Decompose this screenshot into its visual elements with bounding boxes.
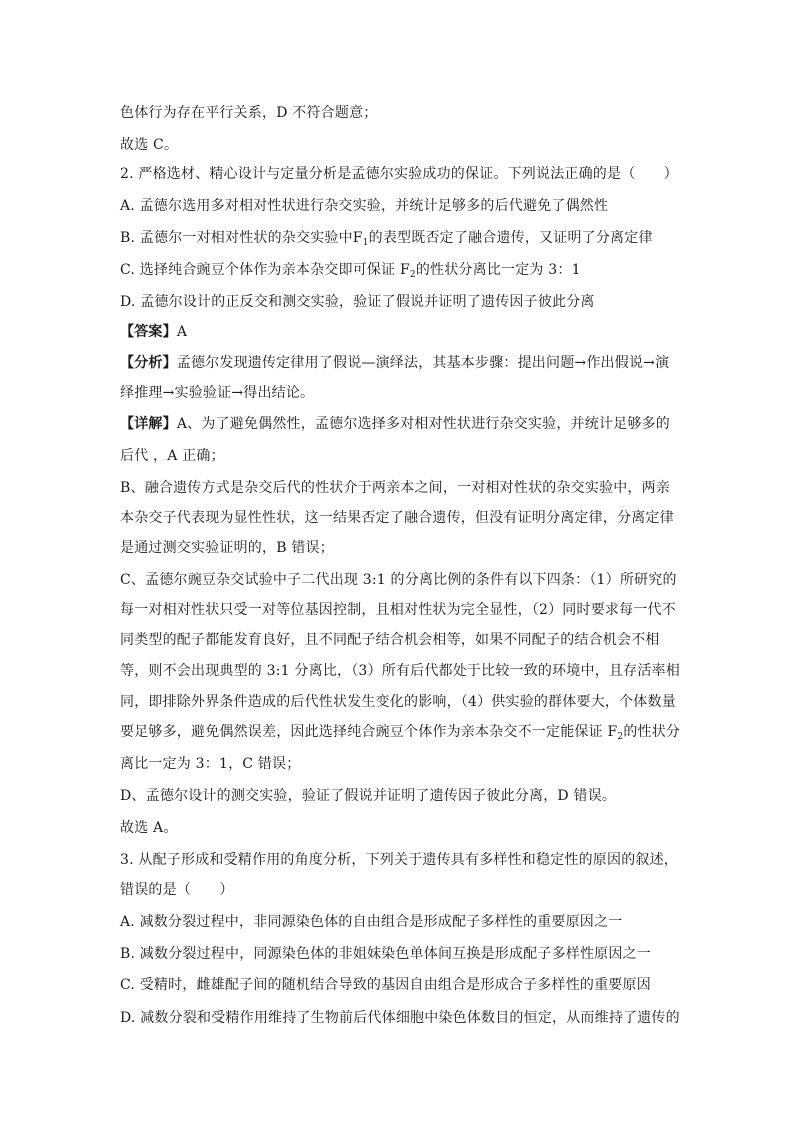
text-line: 绎推理→实验验证→得出结论。 bbox=[120, 385, 315, 401]
question-2-option-c: C. 选择纯合豌豆个体作为亲本杂交即可保证 $F_2$的性状分离比一定为 3：1 bbox=[120, 262, 581, 280]
text-line: 错误的是（ ） bbox=[120, 882, 234, 898]
question-2-option-d: D. 孟德尔设计的正反交和测交实验，验证了假说并证明了遗传因子彼此分离 bbox=[120, 294, 595, 310]
text-line: 要足够多，避免偶然误差，因此选择纯合豌豆个体作为亲本杂交不一定能保证 $F_2$的性状分 bbox=[120, 724, 681, 742]
detail-label: 【详解】 bbox=[120, 416, 177, 432]
answer-label: 【答案】 bbox=[120, 324, 177, 340]
question-3-option-c: C. 受精时，雌雄配子间的随机结合导致的基因自由组合是形成合子多样性的重要原因 bbox=[120, 977, 651, 993]
text-line: 是通过测交实验证明的，B 错误； bbox=[120, 540, 334, 556]
text-line: 后代 ，A 正确； bbox=[120, 448, 225, 464]
question-3-stem: 3. 从配子形成和受精作用的角度分析，下列关于遗传具有多样性和稳定性的原因的叙述， bbox=[120, 852, 679, 868]
text-line: 故选 A。 bbox=[120, 820, 178, 836]
analysis-line: 【分析】孟德尔发现遗传定律用了假说—演绎法，其基本步骤：提出问题→作出假说→演 bbox=[120, 355, 670, 371]
text-line: 离比一定为 3：1，C 错误； bbox=[120, 756, 301, 772]
question-3-option-a: A. 减数分裂过程中，非同源染色体的自由组合是形成配子多样性的重要原因之一 bbox=[120, 914, 623, 930]
question-3-option-d: D. 减数分裂和受精作用维持了生物前后代体细胞中染色体数目的恒定，从而维持了遗传的 bbox=[120, 1010, 680, 1026]
text-line: C、孟德尔豌豆杂交试验中子二代出现 3:1 的分离比例的条件有以下四条：（1）所研究的 bbox=[120, 572, 677, 588]
analysis-label: 【分析】 bbox=[120, 355, 177, 371]
text-line: 同类型的配子都能发育良好，且不同配子结合机会相等，如果不同配子的结合机会不相 bbox=[120, 632, 660, 648]
text-line: 每一对相对性状只受一对等位基因控制，且相对性状为完全显性，（2）同时要求每一代不 bbox=[120, 602, 676, 618]
text-line: 故选 C。 bbox=[120, 137, 179, 153]
detail-line: 【详解】A、为了避免偶然性，孟德尔选择多对相对性状进行杂交实验，并统计足够多的 bbox=[120, 416, 670, 432]
text-line: D、孟德尔设计的测交实验，验证了假说并证明了遗传因子彼此分离，D 错误。 bbox=[120, 788, 617, 804]
text-line: 同，即排除外界条件造成的后代性状发生变化的影响，（4）供实验的群体要大，个体数量 bbox=[120, 694, 676, 710]
question-3-option-b: B. 减数分裂过程中，同源染色体的非姐妹染色单体间互换是形成配子多样性原因之一 bbox=[120, 946, 651, 962]
text-line: B、融合遗传方式是杂交后代的性状介于两亲本之间，一对相对性状的杂交实验中，两亲 bbox=[120, 480, 671, 496]
question-2-stem: 2. 严格选材、精心设计与定量分析是孟德尔实验成功的保证。下列说法正确的是（ ） bbox=[120, 166, 679, 182]
text-line: 本杂交子代表现为显性性状，这一结果否定了融合遗传，但没有证明分离定律，分离定律 bbox=[120, 510, 674, 526]
answer-line: 【答案】A bbox=[120, 324, 188, 340]
text-line: 等，则不会出现典型的 3:1 分离比，（3）所有后代都处于比较一致的环境中，且存活率相 bbox=[120, 663, 680, 679]
question-2-option-a: A. 孟德尔选用多对相对性状进行杂交实验，并统计足够多的后代避免了偶然性 bbox=[120, 198, 609, 214]
text-line: 色体行为存在平行关系，D 不符合题意； bbox=[120, 105, 378, 121]
question-2-option-b: B. 孟德尔一对相对性状的杂交实验中$F_1$的表型既否定了融合遗传，又证明了分离定律 bbox=[120, 230, 653, 248]
